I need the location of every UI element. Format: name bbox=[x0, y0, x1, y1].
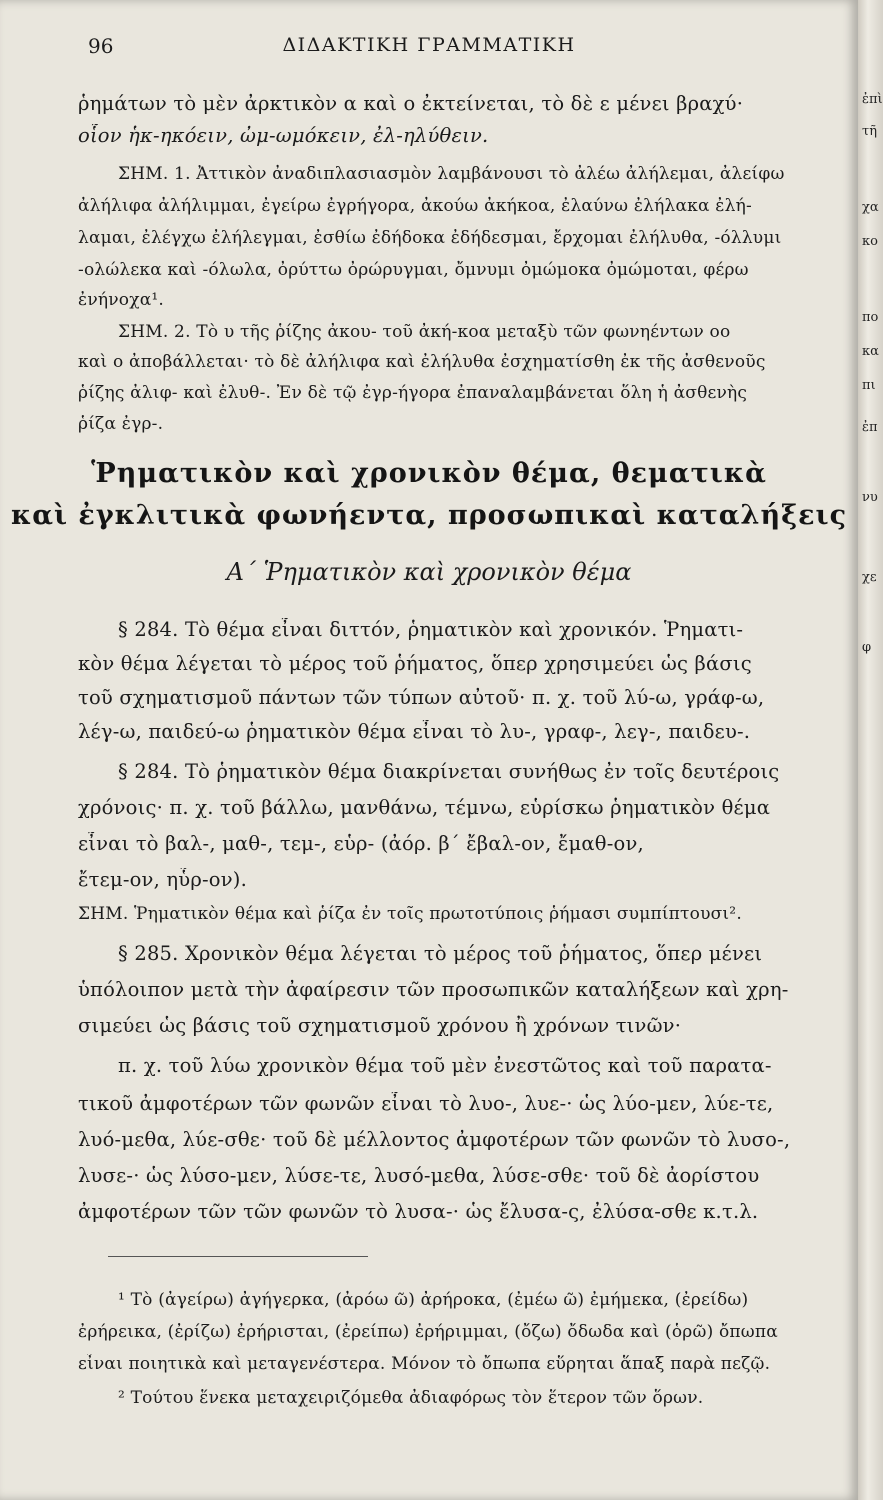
note-line: λαμαι, ἐλέγχω ἐλήλεγμαι, ἐσθίω ἐδήδοκα ἐδήδεσμαι, ἔρχομαι ἐλήλυθα, -όλλυμι bbox=[78, 228, 782, 248]
subsection-heading: Α΄ Ῥηματικὸν καὶ χρονικὸν θέμα bbox=[226, 558, 632, 586]
page-number: 96 bbox=[88, 34, 114, 58]
note-line: ΣΗΜ. Ῥηματικὸν θέμα καὶ ῥίζα ἐν τοῖς πρωτοτύποις ῥήμασι συμπίπτουσι². bbox=[78, 904, 742, 924]
body-line: λυσε-· ὡς λύσο-μεν, λύσε-τε, λυσό-μεθα, λύσε-σθε· τοῦ δὲ ἀορίστου bbox=[78, 1164, 760, 1187]
body-line: ἀμφοτέρων τῶν τῶν φωνῶν τὸ λυσα-· ὡς ἔλυσα-ς, ἐλύσα-σθε κ.τ.λ. bbox=[78, 1200, 759, 1223]
edge-fragment: φ bbox=[862, 640, 872, 655]
body-line: εἶναι τὸ βαλ-, μαθ-, τεμ-, εὑρ- (ἀόρ. β΄ ἔβαλ-ον, ἔμαθ-ον, bbox=[78, 832, 644, 855]
footnote-line: ¹ Τὸ (ἀγείρω) ἀγήγερκα, (ἀρόω ῶ) ἀρήροκα, (ἐμέω ῶ) ἐμήμεκα, (ἐρείδω) bbox=[118, 1290, 749, 1310]
body-line: λέγ-ω, παιδεύ-ω ῥηματικὸν θέμα εἶναι τὸ λυ-, γραφ-, λεγ-, παιδευ-. bbox=[78, 720, 751, 743]
edge-fragment: πο bbox=[862, 310, 879, 325]
edge-fragment: πι bbox=[862, 378, 876, 393]
note-line: -ολώλεκα καὶ -όλωλα, ὀρύττω ὀρώρυγμαι, ὄμνυμι ὀμώμοκα ὀμώμοται, φέρω bbox=[78, 260, 749, 280]
text-line: οἷον ἡκ-ηκόειν, ὠμ-ωμόκειν, ἐλ-ηλύθειν. bbox=[78, 124, 489, 147]
edge-fragment: τῆ bbox=[862, 124, 877, 139]
body-line: § 284. Τὸ θέμα εἶναι διττόν, ῥηματικὸν καὶ χρονικόν. Ῥηματι- bbox=[118, 618, 744, 641]
body-line: σιμεύει ὡς βάσις τοῦ σχηματισμοῦ χρόνου ἢ χρόνων τινῶν· bbox=[78, 1014, 682, 1037]
body-line: τοῦ σχηματισμοῦ πάντων τῶν τύπων αὐτοῦ· π. χ. τοῦ λύ-ω, γράφ-ω, bbox=[78, 686, 765, 709]
note-line: ΣΗΜ. 2. Τὸ υ τῆς ῥίζης ἀκου- τοῦ ἀκή-κοα μεταξὺ τῶν φωνηέντων οο bbox=[118, 322, 731, 342]
edge-fragment: χα bbox=[862, 200, 879, 215]
footnote-line: ἐρήρεικα, (ἐρίζω) ἐρήρισται, (ἐρείπω) ἐρήριμμαι, (ὄζω) ὄδωδα καὶ (ὁρῶ) ὄπωπα bbox=[78, 1322, 778, 1342]
edge-fragment: ἐπὶ bbox=[862, 92, 883, 107]
note-line: καὶ ο ἀποβάλλεται· τὸ δὲ ἀλήλιφα καὶ ἐλήλυθα ἐσχηματίσθη ἐκ τῆς ἀσθενοῦς bbox=[78, 352, 766, 372]
edge-fragment: κα bbox=[862, 344, 879, 359]
body-line: § 285. Χρονικὸν θέμα λέγεται τὸ μέρος τοῦ ῥήματος, ὅπερ μένει bbox=[118, 942, 763, 965]
note-line: ΣΗΜ. 1. Ἀττικὸν ἀναδιπλασιασμὸν λαμβάνουσι τὸ ἀλέω ἀλήλεμαι, ἀλείφω bbox=[118, 164, 785, 184]
body-line: § 284. Τὸ ῥηματικὸν θέμα διακρίνεται συνήθως ἐν τοῖς δευτέροις bbox=[118, 760, 780, 783]
edge-fragment: νυ bbox=[862, 490, 878, 505]
body-line: χρόνοις· π. χ. τοῦ βάλλω, μανθάνω, τέμνω, εὑρίσκω ῥηματικὸν θέμα bbox=[78, 796, 771, 819]
edge-fragment: χε bbox=[862, 570, 877, 585]
body-line: ἔτεμ-ον, ηὗρ-ον). bbox=[78, 868, 247, 891]
footnote-line: εἶναι ποιητικὰ καὶ μεταγενέστερα. Μόνον τὸ ὄπωπα εὕρηται ἅπαξ παρὰ πεζῷ. bbox=[78, 1354, 771, 1374]
note-line: ῥίζης ἀλιφ- καὶ ἐλυθ-. Ἐν δὲ τῷ ἐγρ-ήγορα ἐπαναλαμβάνεται ὅλη ἡ ἀσθενὴς bbox=[78, 383, 748, 403]
edge-fragment: κο bbox=[862, 234, 878, 249]
note-line: ἐνήνοχα¹. bbox=[78, 290, 165, 310]
footnote-line: ² Τούτου ἕνεκα μεταχειριζόμεθα ἀδιαφόρως τὸν ἕτερον τῶν ὅρων. bbox=[118, 1388, 704, 1408]
footnote-rule bbox=[108, 1256, 368, 1257]
note-line: ἀλήλιφα ἀλήλιμμαι, ἐγείρω ἐγρήγορα, ἀκούω ἀκήκοα, ἐλαύνω ἐλήλακα ἐλή- bbox=[78, 196, 752, 216]
section-heading-line-1: Ῥηματικὸν καὶ χρονικὸν θέμα, θεματικὰ bbox=[91, 458, 767, 489]
edge-fragment: ἐπ bbox=[862, 420, 878, 435]
text-line: ῥημάτων τὸ μὲν ἀρκτικὸν α καὶ ο ἐκτείνεται, τὸ δὲ ε μένει βραχύ· bbox=[78, 92, 744, 115]
running-title: ΔΙΔΑΚΤΙΚΗ ΓΡΑΜΜΑΤΙΚΗ bbox=[282, 34, 576, 56]
body-line: λυό-μεθα, λύε-σθε· τοῦ δὲ μέλλοντος ἀμφοτέρων τῶν φωνῶν τὸ λυσο-, bbox=[78, 1128, 791, 1151]
body-line: τικοῦ ἀμφοτέρων τῶν φωνῶν εἶναι τὸ λυο-, λυε-· ὡς λύο-μεν, λύε-τε, bbox=[78, 1092, 774, 1115]
note-line: ῥίζα ἐγρ-. bbox=[78, 414, 164, 434]
body-line: ὑπόλοιπον μετὰ τὴν ἀφαίρεσιν τῶν προσωπικῶν καταλήξεων καὶ χρη- bbox=[78, 978, 789, 1001]
section-heading-line-2: καὶ ἐγκλιτικὰ φωνήεντα, προσωπικαὶ καταλήξεις bbox=[10, 500, 848, 531]
body-line: π. χ. τοῦ λύω χρονικὸν θέμα τοῦ μὲν ἐνεστῶτος καὶ τοῦ παρατα- bbox=[118, 1054, 772, 1077]
facing-page-edge bbox=[858, 0, 883, 1500]
body-line: κὸν θέμα λέγεται τὸ μέρος τοῦ ῥήματος, ὅπερ χρησιμεύει ὡς βάσις bbox=[78, 652, 752, 675]
